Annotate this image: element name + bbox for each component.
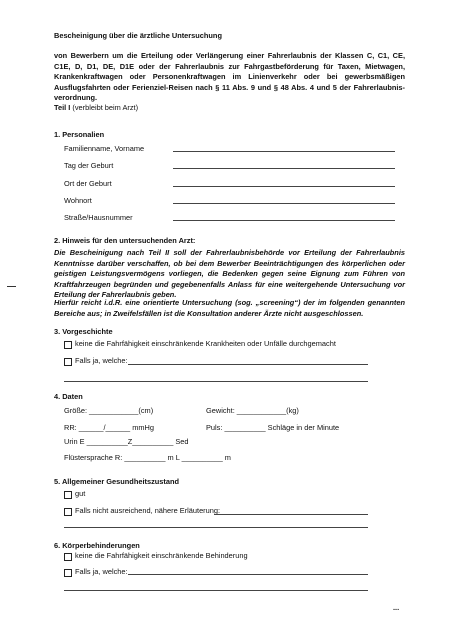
section-2-heading: 2. Hinweis für den untersuchenden Arzt: bbox=[54, 236, 196, 245]
field-line-birthplace[interactable] bbox=[173, 186, 395, 187]
illness-details-line[interactable] bbox=[128, 364, 368, 365]
field-line-name[interactable] bbox=[173, 151, 395, 152]
disability-details-line[interactable] bbox=[128, 574, 368, 575]
illness-yes-label: Falls ja, welche: bbox=[75, 356, 128, 365]
illness-details-line-2[interactable] bbox=[64, 381, 368, 382]
field-line-residence[interactable] bbox=[173, 203, 395, 204]
margin-mark bbox=[7, 286, 16, 287]
field-label-birthplace: Ort der Geburt bbox=[64, 179, 112, 188]
health-good-checkbox[interactable] bbox=[64, 491, 72, 499]
section-6-heading: 6. Körperbehinderungen bbox=[54, 541, 140, 550]
disability-yes-label: Falls ja, welche: bbox=[75, 567, 128, 576]
field-line-street[interactable] bbox=[173, 220, 395, 221]
illness-yes-checkbox[interactable] bbox=[64, 358, 72, 366]
document-title: Bescheinigung über die ärztliche Untersuchung bbox=[54, 31, 222, 40]
field-label-street: Straße/Hausnummer bbox=[64, 213, 133, 222]
intro-paragraph: von Bewerbern um die Erteilung oder Verlängerung einer Fahrerlaubnis der Klassen C, C1, CE, C1E, D, D1, DE, D1E oder der Fahrerlaubnis zur Fahrgastbeförderung für Taxen, Mietwagen, Krankenkraftwagen oder Personenkraftwagen im Linienverkehr oder bei gewerbsmäßigen Ausflugsfahrten oder Ferienziel-Reisen nach § 11 Abs. 9 und § 48 Abs. 4 und 5 der Fahrerlaubnis-verordnung. bbox=[54, 51, 405, 103]
disability-details-line-2[interactable] bbox=[64, 590, 368, 591]
height-field[interactable]: Größe: ____________(cm) bbox=[64, 406, 154, 415]
no-disability-label: keine die Fahrfähigkeit einschränkende Behinderung bbox=[75, 551, 248, 560]
section-3-heading: 3. Vorgeschichte bbox=[54, 327, 113, 336]
part-heading bbox=[54, 103, 138, 114]
section-5-heading: 5. Allgemeiner Gesundheitszustand bbox=[54, 477, 179, 486]
health-good-label: gut bbox=[75, 489, 86, 498]
no-illness-checkbox[interactable] bbox=[64, 341, 72, 349]
health-insufficient-label: Falls nicht ausreichend, nähere Erläuterung: bbox=[75, 506, 221, 515]
health-details-line[interactable] bbox=[214, 514, 368, 515]
screening-paragraph: Hierfür reicht i.d.R. eine orientierte Untersuchung (sog. „screening“) der im folgenden genannten Bereiche aus; in Zweifelsfällen ist die Konsultation anderer Ärzte nicht ausgeschlossen. bbox=[54, 298, 405, 318]
continued-marker: ... bbox=[393, 603, 400, 612]
section-4-heading: 4. Daten bbox=[54, 392, 83, 401]
whisper-test-field[interactable]: Flüstersprache R: __________ m L __________ m bbox=[64, 453, 231, 462]
field-label-birthdate: Tag der Geburt bbox=[64, 161, 114, 170]
field-label-residence: Wohnort bbox=[64, 196, 92, 205]
blood-pressure-field[interactable]: RR: ______/______ mmHg bbox=[64, 423, 154, 432]
health-details-line-2[interactable] bbox=[64, 527, 368, 528]
part-label: Teil I bbox=[54, 103, 71, 112]
no-disability-checkbox[interactable] bbox=[64, 553, 72, 561]
no-illness-label: keine die Fahrfähigkeit einschränkende Krankheiten oder Unfälle durchgemacht bbox=[75, 339, 336, 348]
weight-field[interactable]: Gewicht: ____________(kg) bbox=[206, 406, 299, 415]
urine-field[interactable]: Urin E __________Z__________ Sed bbox=[64, 437, 189, 446]
field-label-name: Familienname, Vorname bbox=[64, 144, 145, 153]
disability-yes-checkbox[interactable] bbox=[64, 569, 72, 577]
doctor-notice-paragraph: Die Bescheinigung nach Teil II soll der Fahrerlaubnisbehörde vor Erteilung der Fahrerlaubnis Kenntnisse darüber verschaffen, ob bei dem Bewerber Beeinträchtigungen des körperlichen oder geistigen Leistungsvermögens vorliegen, die Bedenken gegen seine Eignung zum Führen von Kraftfahrzeugen begründen und gegebenenfalls Anlass für eine weitergehende Untersuchung vor Erteilung der Fahrerlaubnis geben. bbox=[54, 248, 405, 300]
health-insufficient-checkbox[interactable] bbox=[64, 508, 72, 516]
section-1-heading: 1. Personalien bbox=[54, 130, 105, 139]
field-line-birthdate[interactable] bbox=[173, 168, 395, 169]
part-note: (verbleibt beim Arzt) bbox=[72, 103, 139, 112]
pulse-field[interactable]: Puls: __________ Schläge in der Minute bbox=[206, 423, 340, 432]
